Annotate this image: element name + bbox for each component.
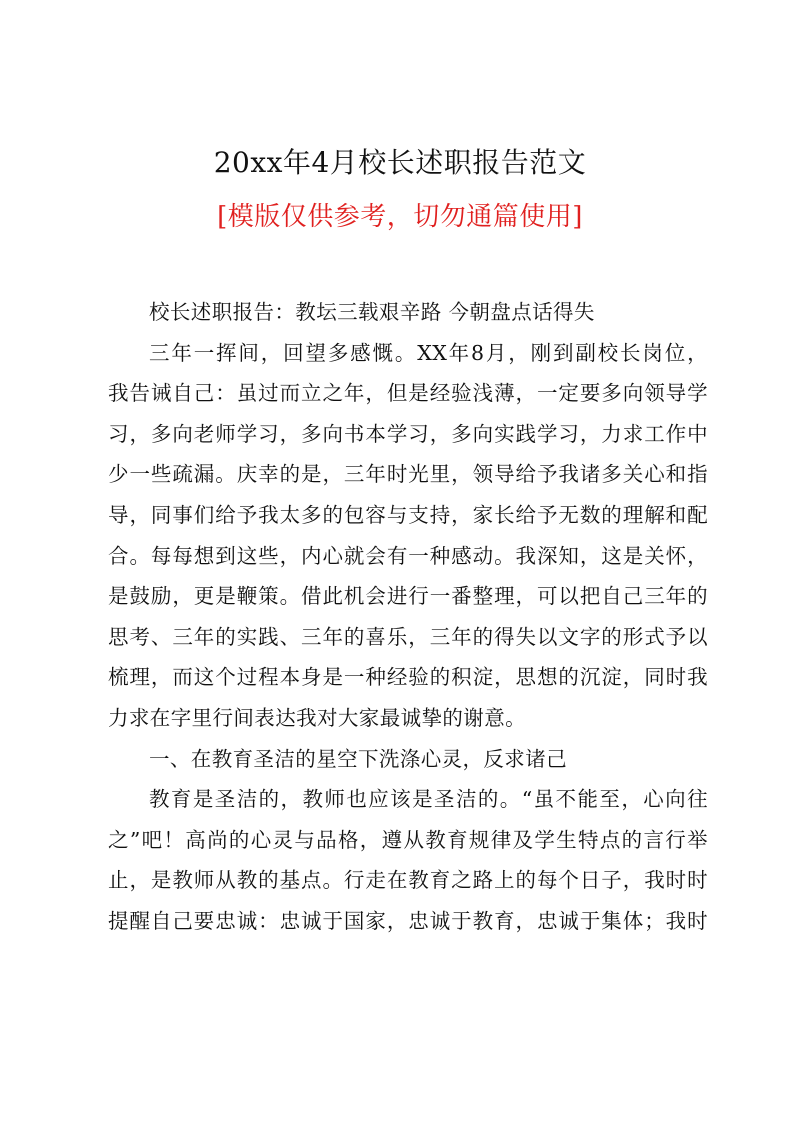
body-line: 思考、三年的实践、三年的喜乐，三年的得失以文字的形式予以 xyxy=(108,624,708,649)
body-line-heading: 校长述职报告：教坛三载艰辛路 今朝盘点话得失 xyxy=(149,300,595,324)
body-line: 力求在字里行间表达我对大家最诚挚的谢意。 xyxy=(108,705,526,730)
body-line: 是鼓励，更是鞭策。借此机会进行一番整理，可以把自己三年的 xyxy=(108,584,708,609)
body-line: 三年一挥间，回望多感慨。XX年8月，刚到副校长岗位， xyxy=(149,340,708,365)
section-heading: 一、在教育圣洁的星空下洗涤心灵，反求诸己 xyxy=(149,746,567,771)
body-line: 合。每每想到这些，内心就会有一种感动。我深知，这是关怀， xyxy=(108,543,708,568)
body-line: 少一些疏漏。庆幸的是，三年时光里，领导给予我诸多关心和指 xyxy=(108,462,708,487)
body-line: 教育是圣洁的，教师也应该是圣洁的。“虽不能至，心向往 xyxy=(149,787,708,812)
body-line: 我告诫自己：虽过而立之年，但是经验浅薄，一定要多向领导学 xyxy=(108,381,708,406)
body-line: 止，是教师从教的基点。行走在教育之路上的每个日子，我时时 xyxy=(108,868,708,893)
body-line: 提醒自己要忠诚：忠诚于国家，忠诚于教育，忠诚于集体；我时 xyxy=(108,908,708,933)
body-line: 习，多向老师学习，多向书本学习，多向实践学习，力求工作中 xyxy=(108,421,708,446)
body-line: 梳理，而这个过程本身是一种经验的积淀，思想的沉淀，同时我 xyxy=(108,665,708,690)
document-title: 20xx年4月校长述职报告范文 xyxy=(213,146,587,179)
body-line: 导，同事们给予我太多的包容与支持，家长给予无数的理解和配 xyxy=(108,502,708,527)
body-line: 之”吧！高尚的心灵与品格，遵从教育规律及学生特点的言行举 xyxy=(108,827,708,852)
document-body xyxy=(108,292,708,942)
document-subtitle: [模版仅供参考，切勿通篇使用] xyxy=(217,202,583,232)
